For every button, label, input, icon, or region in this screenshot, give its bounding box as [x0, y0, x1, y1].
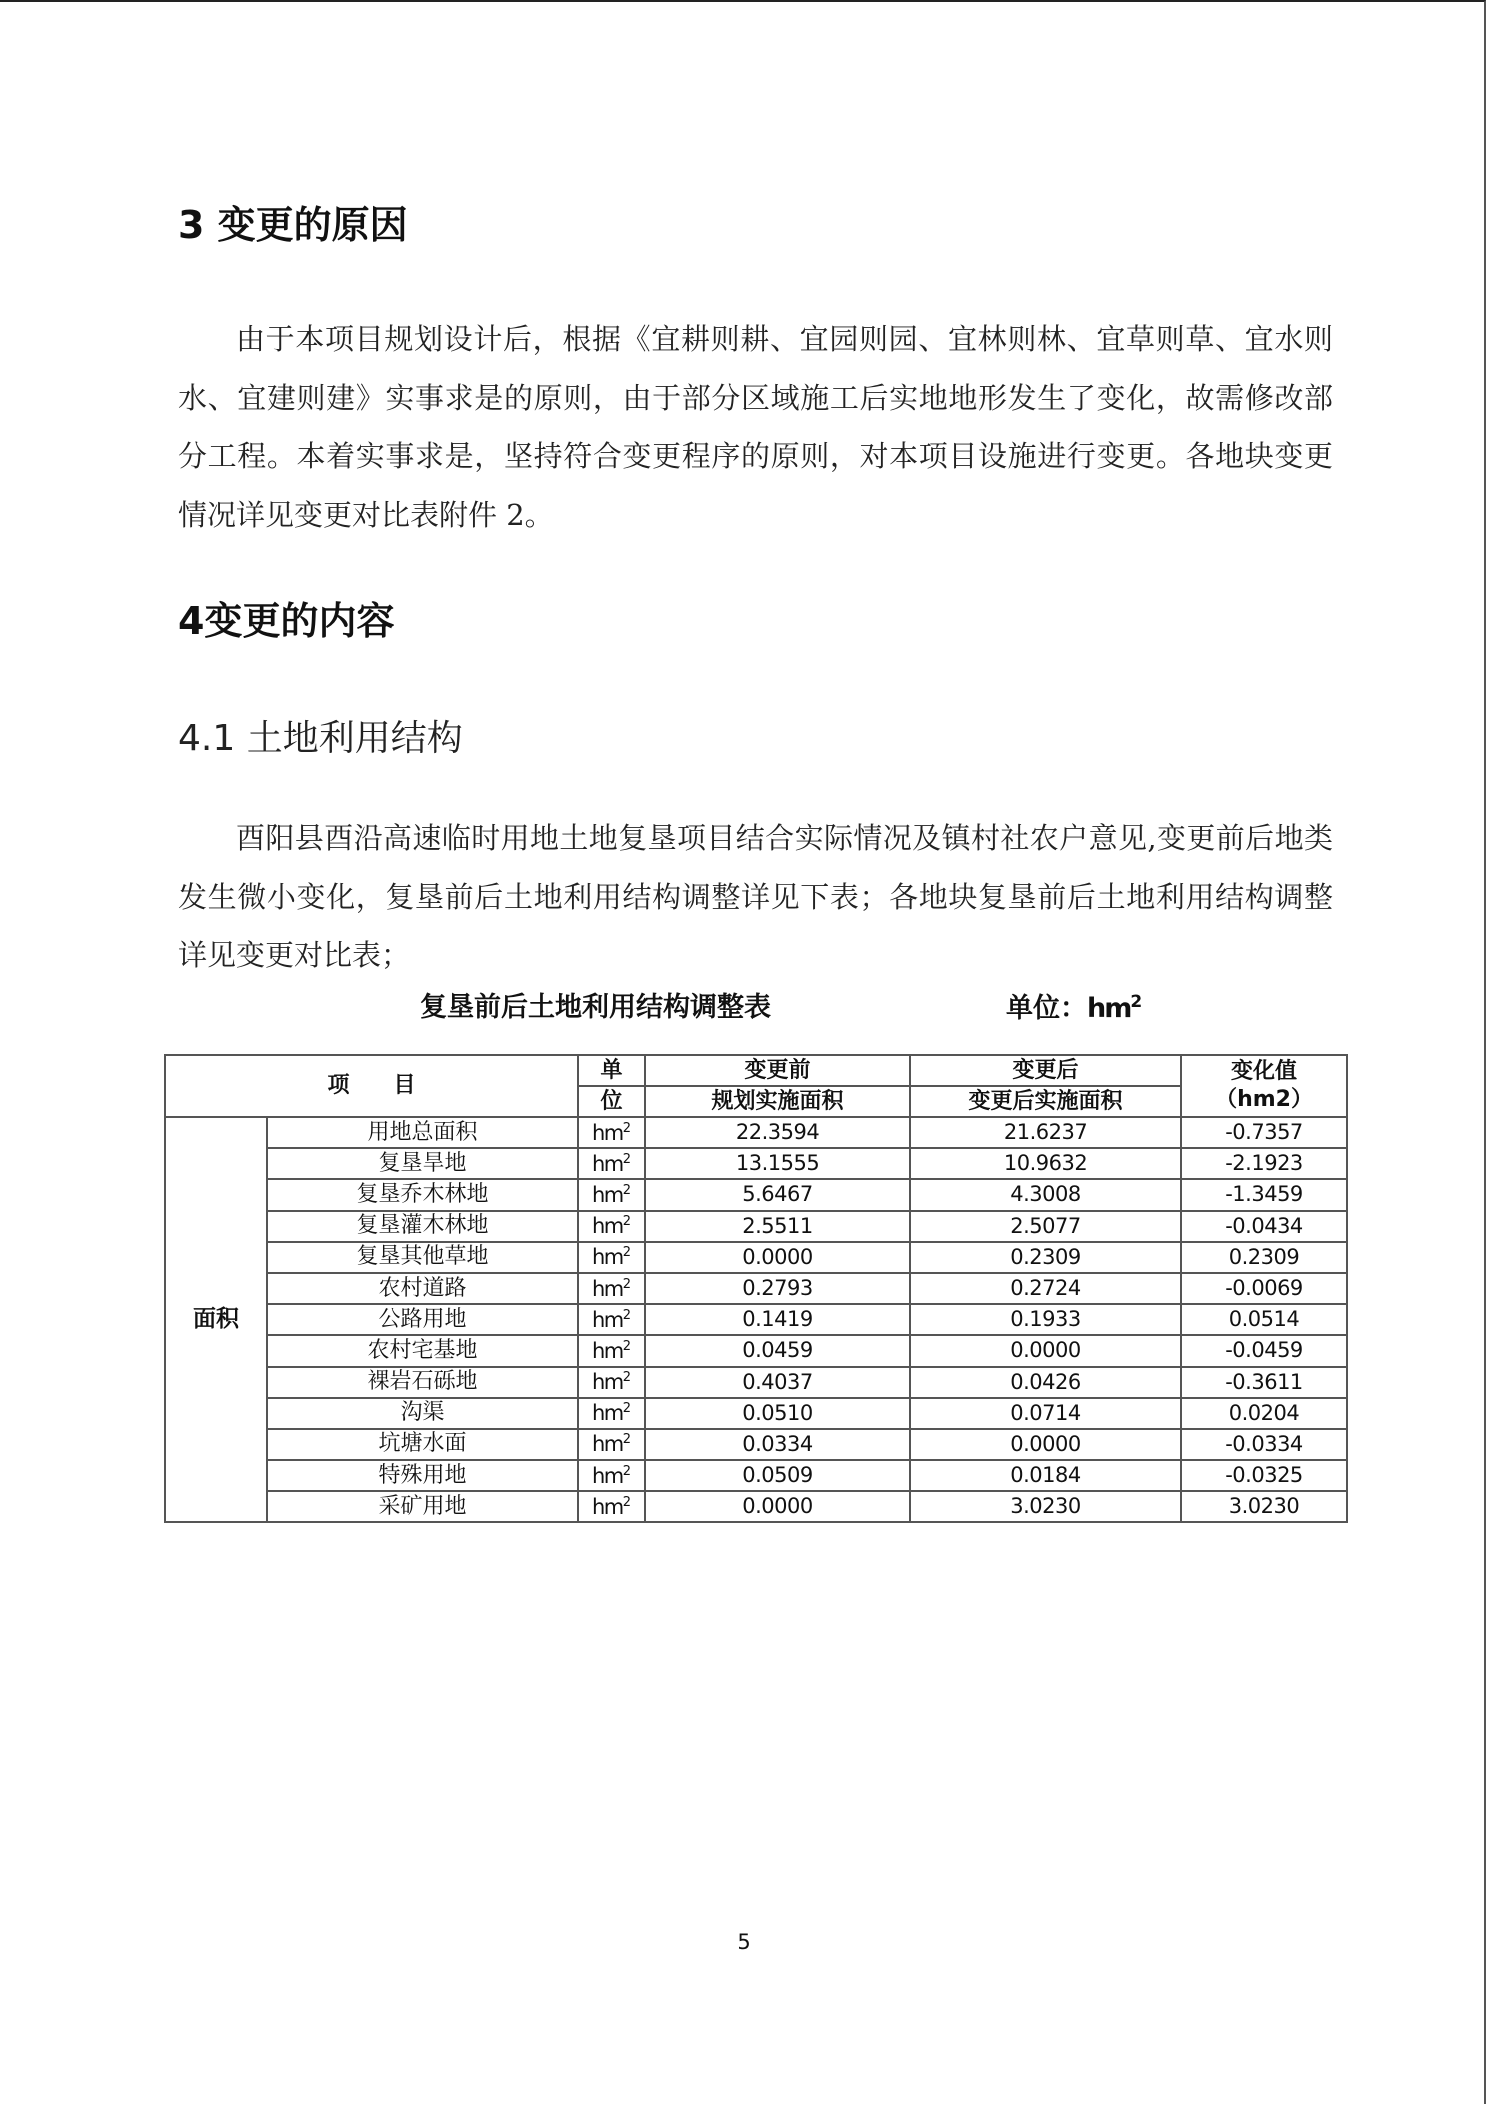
unit-exponent: 2	[622, 1151, 632, 1167]
table-unit-label	[1006, 994, 1142, 1022]
after-value: 0.1933	[910, 1304, 1181, 1335]
unit-base: hm	[591, 1432, 623, 1457]
unit-exponent: 2	[622, 1214, 632, 1230]
land-type-name: 用地总面积	[267, 1117, 578, 1148]
unit-base: hm	[591, 1494, 623, 1519]
unit-exponent: 2	[622, 1307, 632, 1323]
after-value: 2.5077	[910, 1211, 1181, 1242]
land-type-name: 复垦旱地	[267, 1148, 578, 1179]
change-value: -1.3459	[1181, 1179, 1347, 1210]
page-number: 5	[737, 1930, 751, 1954]
before-value: 13.1555	[645, 1148, 910, 1179]
land-type-name: 公路用地	[267, 1304, 578, 1335]
change-value: 0.2309	[1181, 1242, 1347, 1273]
table-body	[165, 1117, 1347, 1522]
land-type-name: 裸岩石砾地	[267, 1367, 578, 1398]
after-value: 21.6237	[910, 1117, 1181, 1148]
after-value: 0.0714	[910, 1398, 1181, 1429]
unit-cell	[578, 1429, 645, 1460]
unit-exponent: 2	[622, 1432, 632, 1448]
after-value: 10.9632	[910, 1148, 1181, 1179]
section-3-paragraph: 由于本项目规划设计后，根据《宜耕则耕、宜园则园、宜林则林、宜草则草、宜水则水、宜建则建》实事求是的原则，由于部分区域施工后实地地形发生了变化，故需修改部分工程。本着实事求是，坚持符合变更程序的原则，对本项目设施进行变更。各地块变更情况详见变更对比表附件 2。	[178, 322, 1333, 532]
land-type-name: 复垦其他草地	[267, 1242, 578, 1273]
unit-exponent: 2	[622, 1182, 632, 1198]
header-item: 项 目	[165, 1055, 578, 1117]
unit-cell	[578, 1273, 645, 1304]
after-value: 0.2724	[910, 1273, 1181, 1304]
land-type-name: 采矿用地	[267, 1491, 578, 1522]
before-value: 0.0459	[645, 1335, 910, 1366]
land-type-name: 农村道路	[267, 1273, 578, 1304]
unit-cell	[578, 1304, 645, 1335]
table-row	[165, 1335, 1347, 1366]
table-unit-base: hm	[1087, 993, 1131, 1024]
unit-exponent: 2	[622, 1245, 632, 1261]
after-value: 0.0000	[910, 1429, 1181, 1460]
table-row	[165, 1304, 1347, 1335]
unit-base: hm	[591, 1307, 623, 1332]
land-type-name: 复垦灌木林地	[267, 1211, 578, 1242]
after-value: 4.3008	[910, 1179, 1181, 1210]
header-after-line2: 变更后实施面积	[910, 1086, 1181, 1117]
table-row	[165, 1242, 1347, 1273]
unit-exponent: 2	[622, 1370, 632, 1386]
table-row	[165, 1367, 1347, 1398]
section-4-1-paragraph: 酉阳县酉沿高速临时用地土地复垦项目结合实际情况及镇村社农户意见,变更前后地类发生微小变化，复垦前后土地利用结构调整详见下表；各地块复垦前后土地利用结构调整详见变更对比表；	[178, 821, 1333, 972]
unit-base: hm	[591, 1120, 623, 1145]
header-change-line1: 变化值	[1231, 1059, 1298, 1084]
table-unit-exponent: 2	[1130, 992, 1143, 1012]
table-unit-label-text: 单位：	[1006, 993, 1087, 1024]
unit-cell	[578, 1335, 645, 1366]
change-value: -0.0325	[1181, 1460, 1347, 1491]
header-change-line2: （hm2）	[1215, 1087, 1313, 1112]
unit-base: hm	[591, 1245, 623, 1270]
change-value: -0.0459	[1181, 1335, 1347, 1366]
header-change	[1181, 1055, 1347, 1117]
after-value: 0.0426	[910, 1367, 1181, 1398]
before-value: 0.4037	[645, 1367, 910, 1398]
header-after-line1: 变更后	[910, 1055, 1181, 1086]
after-value: 3.0230	[910, 1491, 1181, 1522]
before-value: 0.0509	[645, 1460, 910, 1491]
land-type-name: 沟渠	[267, 1398, 578, 1429]
table-header-row-1	[165, 1055, 1347, 1086]
table-row	[165, 1491, 1347, 1522]
unit-cell	[578, 1117, 645, 1148]
category-cell: 面积	[165, 1117, 267, 1522]
header-before-line2: 规划实施面积	[645, 1086, 910, 1117]
unit-exponent: 2	[622, 1494, 632, 1510]
section-3-heading: 3 变更的原因	[178, 203, 408, 247]
unit-cell	[578, 1491, 645, 1522]
after-value: 0.0184	[910, 1460, 1181, 1491]
table-row	[165, 1211, 1347, 1242]
table-row	[165, 1117, 1347, 1148]
unit-base: hm	[591, 1401, 623, 1426]
unit-cell	[578, 1367, 645, 1398]
section-4-1-subheading: 4.1 土地利用结构	[178, 718, 463, 759]
after-value: 0.2309	[910, 1242, 1181, 1273]
table-row	[165, 1460, 1347, 1491]
land-use-table	[164, 1054, 1348, 1523]
unit-cell	[578, 1460, 645, 1491]
table-row	[165, 1273, 1347, 1304]
unit-cell	[578, 1179, 645, 1210]
header-unit-line1: 单	[578, 1055, 645, 1086]
unit-base: hm	[591, 1182, 623, 1207]
land-type-name: 坑塘水面	[267, 1429, 578, 1460]
change-value: 3.0230	[1181, 1491, 1347, 1522]
unit-exponent: 2	[622, 1120, 632, 1136]
before-value: 5.6467	[645, 1179, 910, 1210]
land-type-name: 特殊用地	[267, 1460, 578, 1491]
table-row	[165, 1398, 1347, 1429]
before-value: 0.1419	[645, 1304, 910, 1335]
unit-exponent: 2	[622, 1276, 632, 1292]
section-4-heading: 4变更的内容	[178, 599, 395, 643]
before-value: 22.3594	[645, 1117, 910, 1148]
table-row	[165, 1148, 1347, 1179]
unit-cell	[578, 1398, 645, 1429]
unit-base: hm	[591, 1151, 623, 1176]
change-value: -0.0069	[1181, 1273, 1347, 1304]
header-unit-line2: 位	[578, 1086, 645, 1117]
before-value: 0.0334	[645, 1429, 910, 1460]
unit-base: hm	[591, 1338, 623, 1363]
after-value: 0.0000	[910, 1335, 1181, 1366]
unit-exponent: 2	[622, 1338, 632, 1354]
table-row	[165, 1429, 1347, 1460]
change-value: -2.1923	[1181, 1148, 1347, 1179]
before-value: 0.0000	[645, 1491, 910, 1522]
header-before-line1: 变更前	[645, 1055, 910, 1086]
unit-base: hm	[591, 1276, 623, 1301]
change-value: -0.7357	[1181, 1117, 1347, 1148]
change-value: -0.3611	[1181, 1367, 1347, 1398]
change-value: -0.0434	[1181, 1211, 1347, 1242]
table-caption: 复垦前后土地利用结构调整表	[420, 992, 771, 1023]
unit-base: hm	[591, 1214, 623, 1239]
unit-exponent: 2	[622, 1401, 632, 1417]
change-value: 0.0204	[1181, 1398, 1347, 1429]
before-value: 0.0510	[645, 1398, 910, 1429]
before-value: 0.2793	[645, 1273, 910, 1304]
land-type-name: 农村宅基地	[267, 1335, 578, 1366]
land-type-name: 复垦乔木林地	[267, 1179, 578, 1210]
unit-base: hm	[591, 1370, 623, 1395]
change-value: 0.0514	[1181, 1304, 1347, 1335]
unit-cell	[578, 1211, 645, 1242]
unit-exponent: 2	[622, 1463, 632, 1479]
before-value: 2.5511	[645, 1211, 910, 1242]
before-value: 0.0000	[645, 1242, 910, 1273]
change-value: -0.0334	[1181, 1429, 1347, 1460]
unit-cell	[578, 1148, 645, 1179]
unit-base: hm	[591, 1463, 623, 1488]
unit-cell	[578, 1242, 645, 1273]
table-row	[165, 1179, 1347, 1210]
